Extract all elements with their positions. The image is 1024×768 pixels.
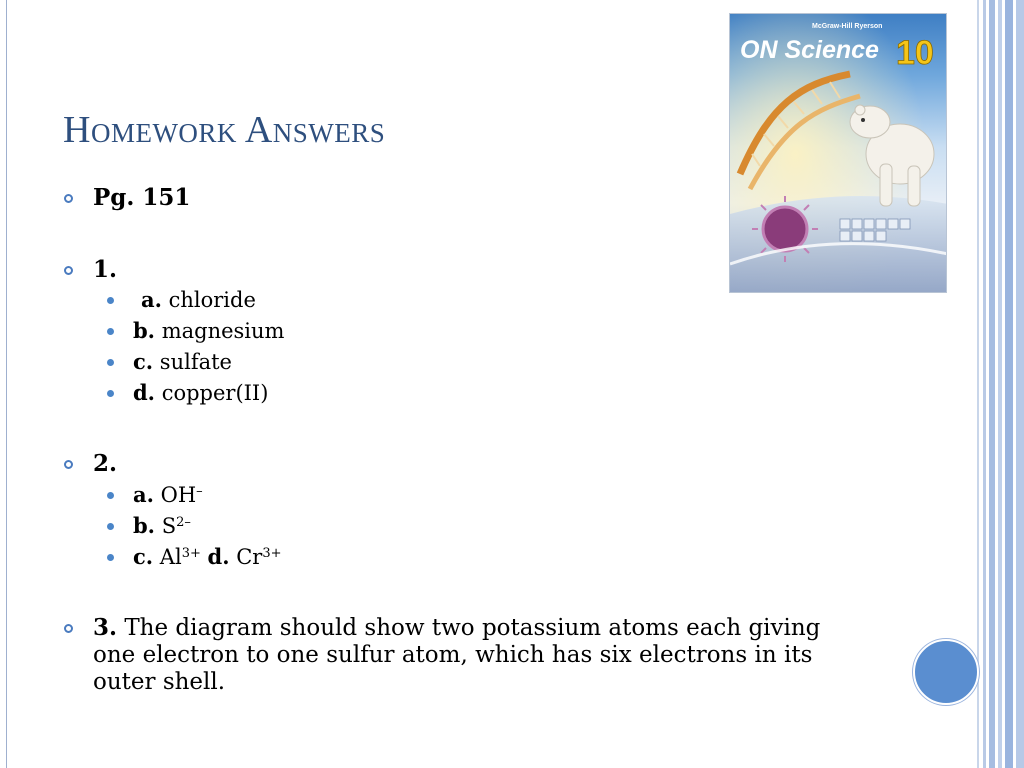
textbook-cover-image (729, 13, 947, 293)
sub-bullet-icon (107, 554, 114, 561)
slide-title: Homework Answers (63, 109, 386, 151)
q1-answer-a: a. chloride (141, 287, 256, 312)
q2-answer-c-d: c. $Al^{3+}$ d. $Cr^{3+}$ (133, 544, 282, 569)
question-2-label: 2. (93, 450, 118, 477)
question-3-answer: 3. The diagram should show two potassium atoms each giving one electron to one sulfur atom, which has six electrons in its outer shell. (93, 614, 821, 695)
q1-answer-b: b. magnesium (133, 318, 285, 343)
right-decorative-stripes (977, 0, 1024, 768)
bullet-icon (64, 460, 73, 469)
sub-bullet-icon (107, 390, 114, 397)
q1-answer-d: d. copper(II) (133, 380, 269, 405)
question-1-label: 1. (93, 256, 118, 283)
sub-bullet-icon (107, 492, 114, 499)
cover-publisher: McGraw-Hill Ryerson (812, 23, 883, 30)
left-border-line (6, 0, 7, 768)
q2-answer-a: a. OH– (133, 482, 203, 507)
cover-artwork (730, 14, 947, 293)
cover-series-title: ON Science (740, 36, 879, 64)
q2-answer-b: b. $S^{2-}$ (133, 513, 191, 538)
q1-answer-c: c. sulfate (133, 349, 232, 374)
cover-grade: 10 (896, 34, 934, 72)
sub-bullet-icon (107, 523, 114, 530)
sub-bullet-icon (107, 297, 114, 304)
sub-bullet-icon (107, 328, 114, 335)
bullet-icon (64, 194, 73, 203)
decorative-circle (913, 639, 979, 705)
bullet-icon (64, 266, 73, 275)
page-reference: Pg. 151 (93, 184, 191, 211)
bullet-icon (64, 624, 73, 633)
sub-bullet-icon (107, 359, 114, 366)
